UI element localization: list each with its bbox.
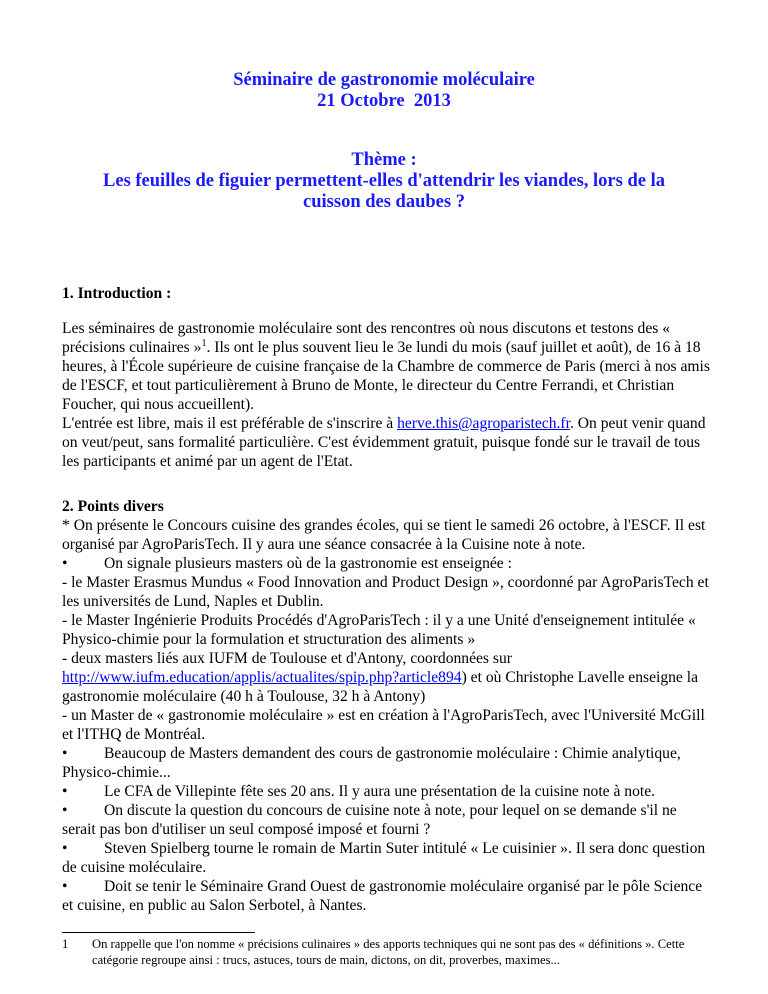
points-heading: 2. Points divers (62, 498, 164, 515)
iufm-link[interactable]: http://www.iufm.education/applis/actualites/spip.php?article894 (62, 669, 462, 686)
bullet-glyph: • (62, 878, 68, 895)
introduction-section (62, 284, 712, 471)
bullet-text: On discute la question du concours de cuisine note à note, pour lequel on se demande s'il ne serait pas bon d'utiliser un seul composé imposé et fourni ? (62, 802, 677, 838)
bullet-glyph: • (62, 840, 68, 857)
bullet-glyph: • (62, 802, 68, 819)
introduction-paragraph-1 (62, 319, 712, 414)
theme-line-2: cuisson des daubes ? (303, 192, 465, 212)
email-link[interactable]: herve.this@agroparistech.fr (397, 415, 570, 432)
intro-text: Les séminaires de gastronomie moléculaire sont des rencontres où nous discutons et testons des « précisions culinaires » (62, 320, 671, 356)
bullet-item (62, 801, 712, 839)
dash-text: - deux masters liés aux IUFM de Toulouse et d'Antony, coordonnées sur (62, 650, 512, 667)
introduction-heading: 1. Introduction : (62, 285, 172, 302)
dash-item: - un Master de « gastronomie moléculaire » est en création à l'AgroParisTech, avec l'Université McGill et l'ITHQ de Montréal. (62, 707, 705, 743)
intro-p2-text: L'entrée est libre, mais il est préférable de s'inscrire à (62, 415, 398, 432)
footnote-number: 1 (62, 937, 69, 951)
dash-text-cont: ) et où Christophe Lavelle enseigne la gastronomie moléculaire (40 h à Toulouse, 32 h à Antony) (62, 669, 699, 705)
title-date: 21 Octobre 2013 (317, 91, 451, 111)
theme-line-1: Les feuilles de figuier permettent-elles d'attendrir les viandes, lors de la (103, 171, 665, 191)
document-title (0, 70, 768, 112)
bullet-item (62, 877, 712, 915)
dash-item: - le Master Ingénierie Produits Procédés d'AgroParisTech : il y a une Unité d'enseignement intitulée « Physico-chimie pour la formulation et structuration des aliments » (62, 612, 696, 648)
bullet-glyph: • (62, 783, 68, 800)
intro-text-cont: . Ils ont le plus souvent lieu le 3e lundi du mois (sauf juillet et août), de 16 à 18 heures, à l'École supérieure de cuisine française de la Chambre de commerce de Paris (merci à nos amis de l'ESCF, et tout particulièrement à Bruno de Monte, le directeur du Centre Ferrandi, et Christian Foucher, qui nous accueillent). (62, 339, 710, 413)
theme-block (0, 150, 768, 213)
title-line-1: Séminaire de gastronomie moléculaire (233, 70, 535, 90)
bullet-glyph: • (62, 745, 68, 762)
bullet-text: Beaucoup de Masters demandent des cours de gastronomie moléculaire : Chimie analytique, Physico-chimie... (62, 745, 681, 781)
bullet-text: Steven Spielberg tourne le romain de Martin Suter intitulé « Le cuisinier ». Il sera donc question de cuisine moléculaire. (62, 840, 706, 876)
introduction-paragraph-2 (62, 414, 712, 471)
bullet-text: On signale plusieurs masters où de la gastronomie est enseignée : (104, 555, 512, 572)
footnote-text: On rappelle que l'on nomme « précisions culinaires » des apports techniques qui ne sont pas des « définitions ». Cette catégorie regroupe ainsi : trucs, astuces, tours de main, dictons, on dit, proverbes, maximes... (92, 937, 685, 967)
points-section (62, 497, 712, 915)
bullet-item (62, 782, 712, 801)
intro-p2-text-cont: . On peut venir quand on veut/peut, sans formalité particulière. C'est évidemment gratuit, puisque fondé sur le travail de tous les participants et animé par un agent de l'Etat. (62, 415, 706, 470)
bullet-item (62, 744, 712, 782)
footnote-separator (62, 932, 255, 933)
bullet-text: Le CFA de Villepinte fête ses 20 ans. Il y aura une présentation de la cuisine note à note. (104, 783, 656, 800)
theme-label: Thème : (351, 150, 417, 170)
bullet-glyph: • (62, 555, 68, 572)
points-paragraph-1: * On présente le Concours cuisine des grandes écoles, qui se tient le samedi 26 octobre, à l'ESCF. Il est organisé par AgroParisTech. Il y aura une séance consacrée à la Cuisine note à note. (62, 517, 706, 553)
dash-item: - le Master Erasmus Mundus « Food Innovation and Product Design », coordonné par AgroParisTech et les universités de Lund, Naples et Dublin. (62, 574, 709, 610)
footnote (62, 936, 712, 968)
bullet-item (62, 839, 712, 877)
footnote-ref: 1 (201, 337, 207, 349)
bullet-text: Doit se tenir le Séminaire Grand Ouest de gastronomie moléculaire organisé par le pôle Science et cuisine, en public au Salon Serbotel, à Nantes. (62, 878, 703, 914)
bullet-item (62, 554, 712, 573)
dash-item (62, 649, 712, 706)
